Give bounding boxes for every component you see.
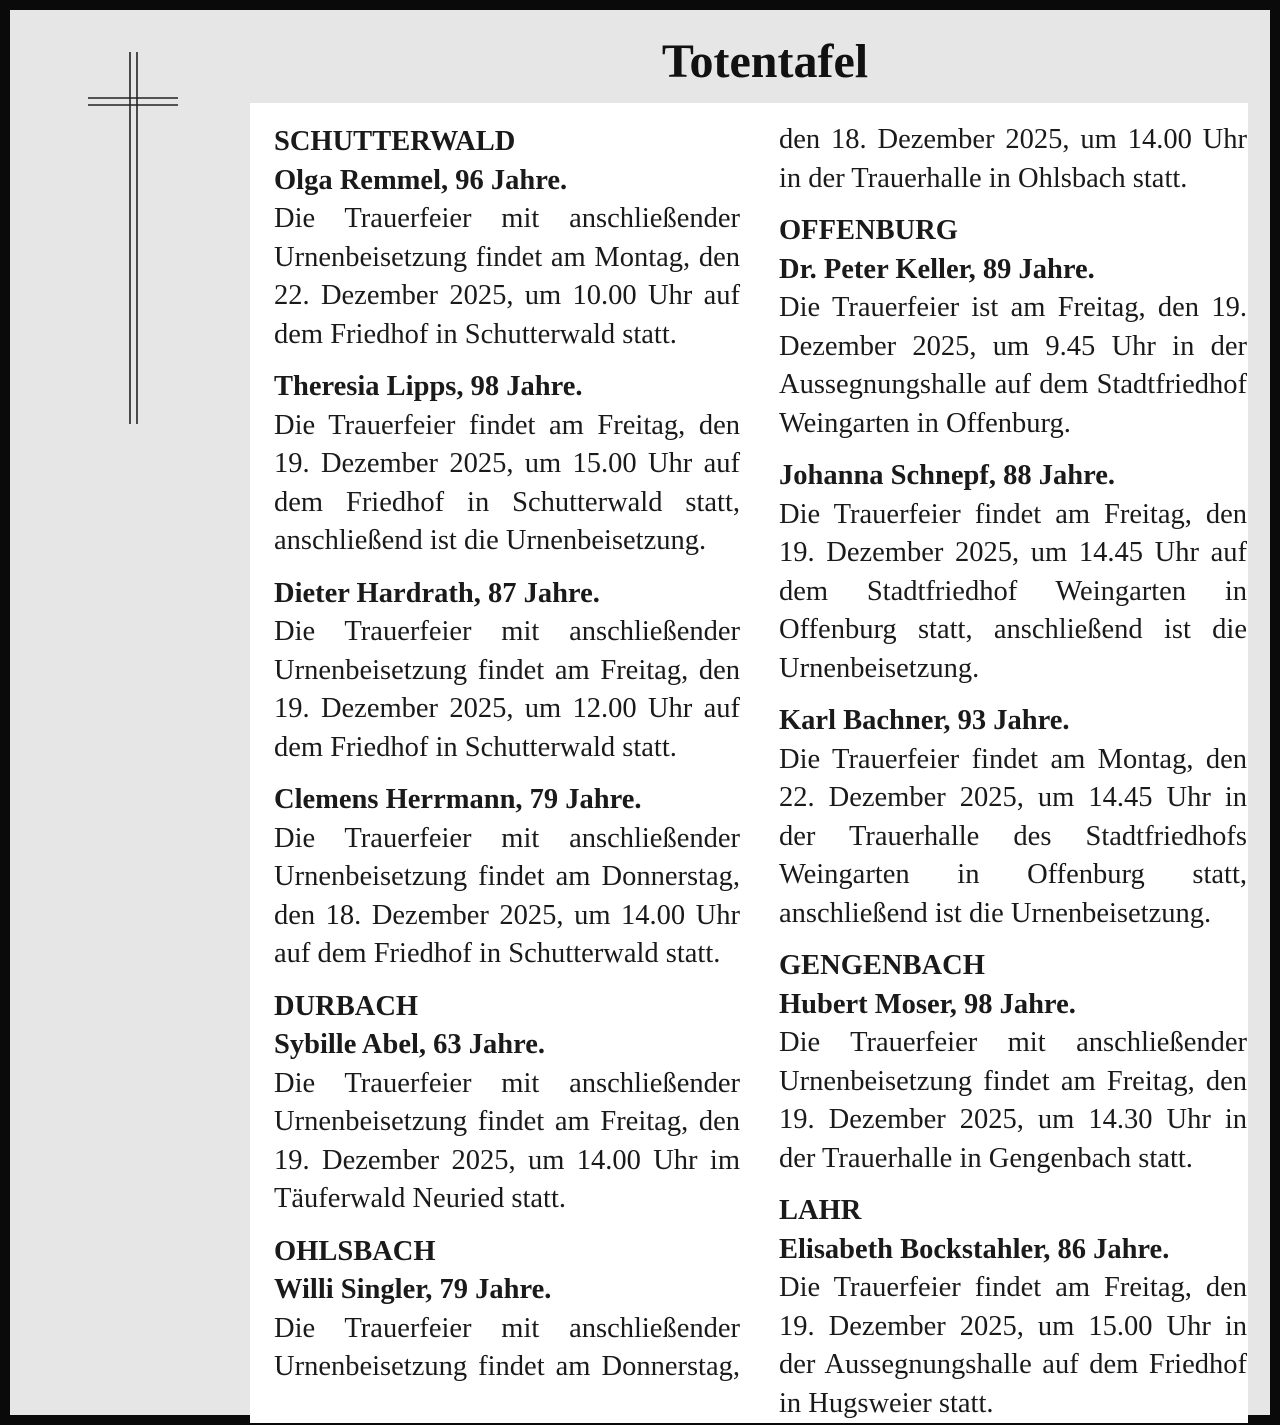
page-title: Totentafel	[661, 35, 869, 88]
deceased-name: Johanna Schnepf, 88 Jahre.	[779, 460, 1116, 491]
deceased-name: Olga Remmel, 96 Jahre.	[274, 164, 568, 196]
ceremony-text: Die Trauerfeier mit anschließender Urnenbeisetzung findet am Donnerstag, den 18. Dezember 2025, um 14.00 Uhr auf dem Friedhof in Schutterwald statt.	[274, 822, 740, 969]
ceremony-text: Die Trauerfeier mit anschließender Urnenbeisetzung findet am Freitag, den 19. Dezember 2025, um 14.00 Uhr im Täuferwald Neuried statt.	[274, 1067, 740, 1214]
obituary-entry	[274, 781, 740, 974]
ceremony-text: Die Trauerfeier findet am Freitag, den 19. Dezember 2025, um 14.45 Uhr auf dem Stadtfriedhof Weingarten in Offenburg statt, anschließend ist die Urnenbeisetzung.	[779, 498, 1247, 684]
deceased-name: Willi Singler, 79 Jahre.	[274, 1274, 552, 1305]
obituary-entry	[274, 575, 740, 768]
town-heading: DURBACH	[274, 990, 419, 1022]
ceremony-text: Die Trauerfeier findet am Freitag, den 19. Dezember 2025, um 15.00 Uhr auf dem Friedhof in Schutterwald statt, anschließend ist die Urnenbeisetzung.	[274, 409, 740, 556]
ceremony-text: Die Trauerfeier mit anschließender Urnenbeisetzung findet am Freitag, den 19. Dezember 2025, um 12.00 Uhr auf dem Friedhof in Schutterwald statt.	[274, 616, 740, 763]
obituary-entry	[274, 1233, 740, 1387]
obituary-entry	[779, 947, 1247, 1178]
obituary-entry	[779, 457, 1247, 688]
town-heading: SCHUTTERWALD	[274, 126, 516, 157]
town-heading: LAHR	[779, 1195, 862, 1226]
deceased-name: Sybille Abel, 63 Jahre.	[274, 1029, 546, 1060]
deceased-name: Karl Bachner, 93 Jahre.	[779, 705, 1070, 736]
obituary-entry	[274, 123, 740, 354]
ceremony-text: Die Trauerfeier mit anschließender Urnenbeisetzung findet am Montag, den 22. Dezember 2025, um 10.00 Uhr auf dem Friedhof in Schutterwald statt.	[274, 203, 740, 350]
ceremony-text: Die Trauerfeier findet am Freitag, den 19. Dezember 2025, um 15.00 Uhr in der Aussegnungshalle auf dem Friedhof in Hugsweier statt.	[779, 1272, 1247, 1419]
deceased-name: Hubert Moser, 98 Jahre.	[779, 988, 1076, 1020]
obituary-entry	[779, 212, 1247, 443]
town-heading: GENGENBACH	[779, 950, 985, 981]
ceremony-text: Die Trauerfeier ist am Freitag, den 19. Dezember 2025, um 9.45 Uhr in der Aussegnungshalle auf dem Stadtfriedhof Weingarten in Offenburg.	[779, 292, 1247, 439]
deceased-name: Elisabeth Bockstahler, 86 Jahre.	[779, 1233, 1170, 1265]
cross-icon	[88, 52, 178, 424]
obituary-panel	[250, 103, 1248, 1423]
left-column	[274, 123, 740, 1387]
deceased-name: Dieter Hardrath, 87 Jahre.	[274, 577, 600, 609]
obituary-entry-continued	[779, 121, 1247, 198]
right-column	[779, 121, 1247, 1423]
deceased-name: Dr. Peter Keller, 89 Jahre.	[779, 253, 1095, 285]
obituary-entry	[274, 988, 740, 1219]
ceremony-text: den 18. Dezember 2025, um 14.00 Uhr in der Trauerhalle in Ohlsbach statt.	[779, 124, 1247, 194]
deceased-name: Clemens Herrmann, 79 Jahre.	[274, 784, 642, 815]
ceremony-text: Die Trauerfeier mit anschließender Urnenbeisetzung findet am Donnerstag,	[274, 1312, 740, 1382]
town-heading: OFFENBURG	[779, 215, 958, 246]
obituary-entry	[274, 368, 740, 561]
deceased-name: Theresia Lipps, 98 Jahre.	[274, 371, 583, 402]
obituary-entry	[779, 1192, 1247, 1423]
obituary-entry	[779, 702, 1247, 933]
town-heading: OHLSBACH	[274, 1235, 436, 1267]
ceremony-text: Die Trauerfeier findet am Montag, den 22. Dezember 2025, um 14.45 Uhr in der Trauerhalle des Stadtfriedhofs Weingarten in Offenburg statt, anschließend ist die Urnenbeisetzung.	[779, 743, 1247, 929]
ceremony-text: Die Trauerfeier mit anschließender Urnenbeisetzung findet am Freitag, den 19. Dezember 2025, um 14.30 Uhr in der Trauerhalle in Gengenbach statt.	[779, 1027, 1247, 1174]
